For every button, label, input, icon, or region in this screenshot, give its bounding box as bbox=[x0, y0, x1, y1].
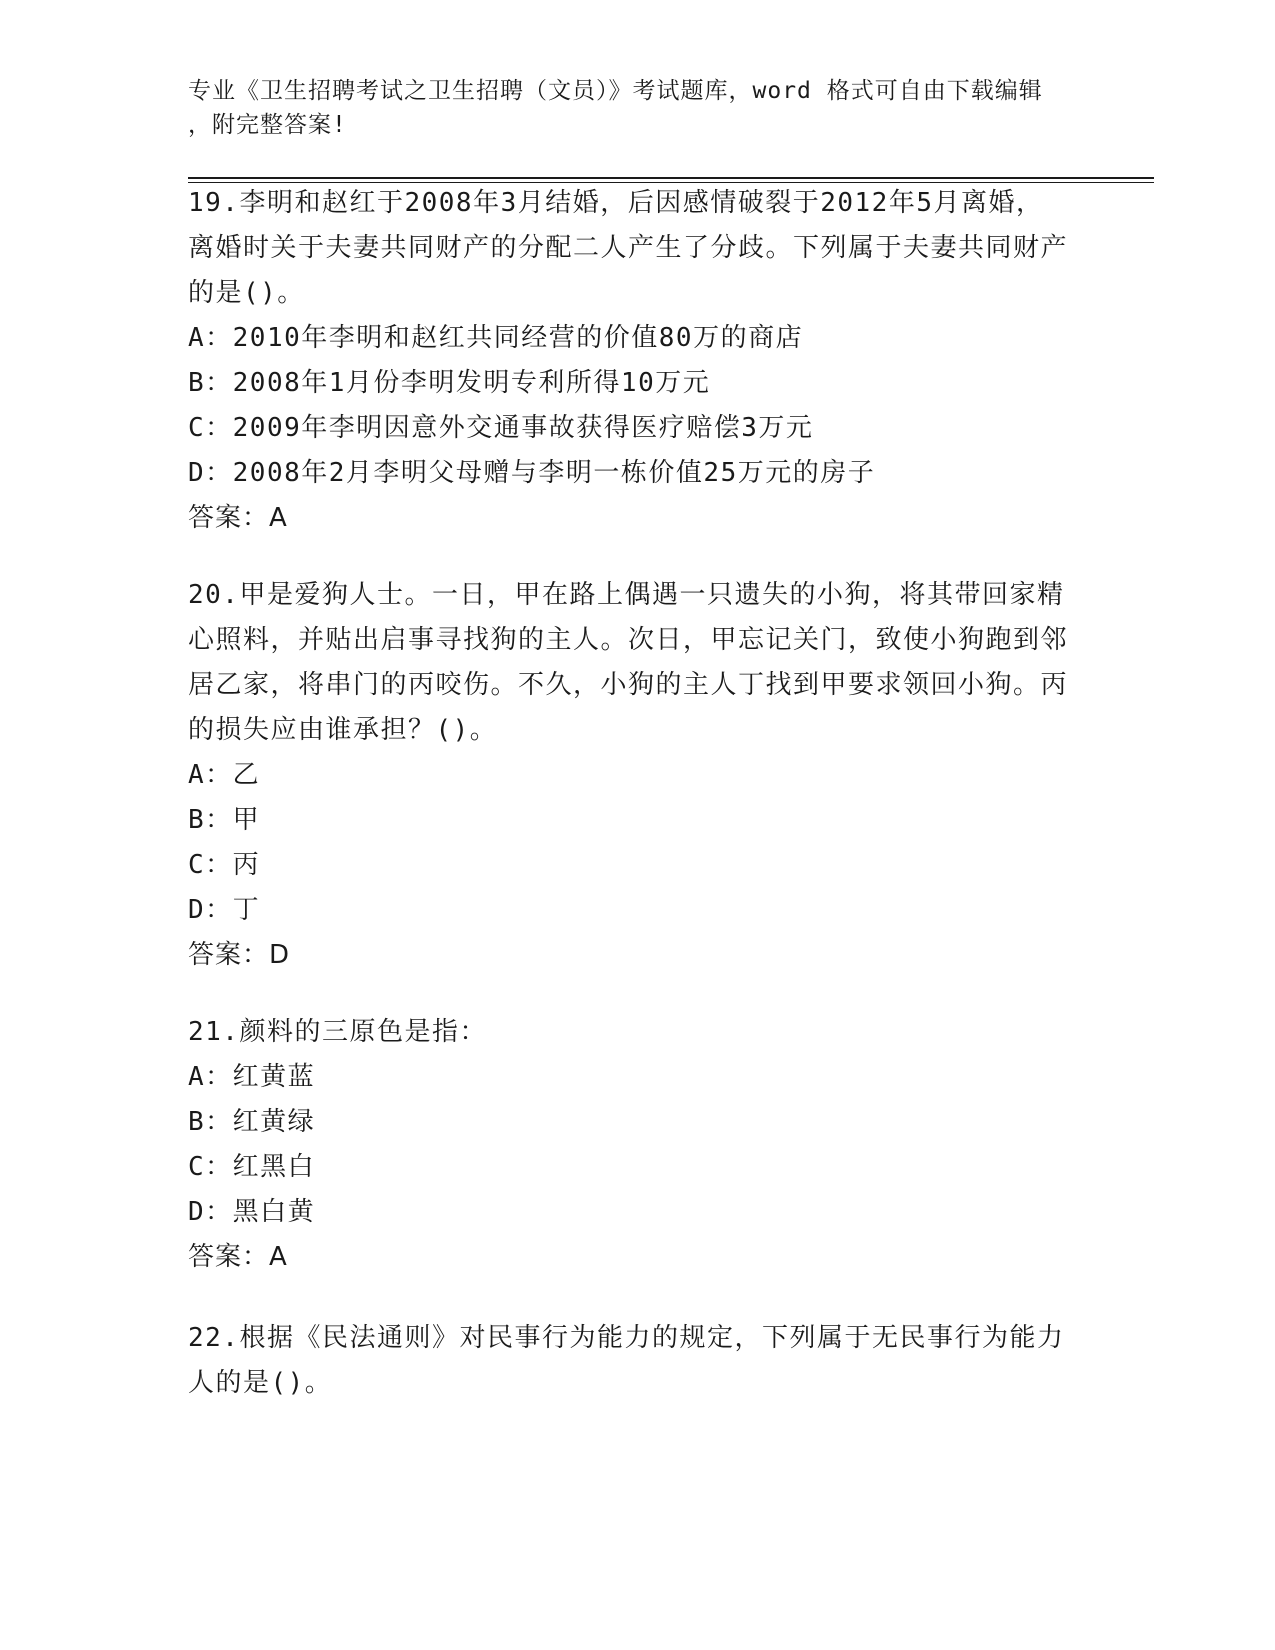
document-header: 专业《卫生招聘考试之卫生招聘（文员）》考试题库，word 格式可自由下载编辑 ，附完整答案! bbox=[188, 78, 1043, 138]
option-d: D：黑白黄 bbox=[188, 1197, 316, 1227]
question-stem: 20.甲是爱狗人士。一日，甲在路上偶遇一只遗失的小狗，将其带回家精心照料，并贴出启事寻找狗的主人。次日，甲忘记关门，致使小狗跑到邻居乙家，将串门的丙咬伤。不久，小狗的主人丁找到甲要求领回小狗。丙的损失应由谁承担？()。 bbox=[188, 580, 1069, 745]
option-d: D：2008年2月李明父母赠与李明一栋价值25万元的房子 bbox=[188, 458, 876, 488]
header-divider-thick bbox=[188, 177, 1154, 179]
question-22 bbox=[188, 1316, 1068, 1406]
answer-line: 答案：D bbox=[188, 940, 291, 970]
question-stem: 22.根据《民法通则》对民事行为能力的规定，下列属于无民事行为能力人的是()。 bbox=[188, 1323, 1065, 1398]
option-a: A：2010年李明和赵红共同经营的价值80万的商店 bbox=[188, 323, 804, 353]
answer-line: 答案：A bbox=[188, 1242, 288, 1272]
question-20 bbox=[188, 573, 1068, 978]
option-c: C：丙 bbox=[188, 850, 261, 880]
option-a: A：红黄蓝 bbox=[188, 1062, 316, 1092]
option-b: B：甲 bbox=[188, 805, 261, 835]
option-d: D：丁 bbox=[188, 895, 261, 925]
question-19 bbox=[188, 181, 1068, 541]
option-c: C：红黑白 bbox=[188, 1152, 316, 1182]
question-stem: 19.李明和赵红于2008年3月结婚，后因感情破裂于2012年5月离婚，离婚时关于夫妻共同财产的分配二人产生了分歧。下列属于夫妻共同财产的是()。 bbox=[188, 188, 1069, 308]
option-a: A：乙 bbox=[188, 760, 261, 790]
answer-line: 答案：A bbox=[188, 503, 288, 533]
question-stem: 21.颜料的三原色是指： bbox=[188, 1017, 487, 1047]
option-b: B：2008年1月份李明发明专利所得10万元 bbox=[188, 368, 711, 398]
question-21 bbox=[188, 1010, 1068, 1280]
option-b: B：红黄绿 bbox=[188, 1107, 316, 1137]
option-c: C：2009年李明因意外交通事故获得医疗赔偿3万元 bbox=[188, 413, 814, 443]
